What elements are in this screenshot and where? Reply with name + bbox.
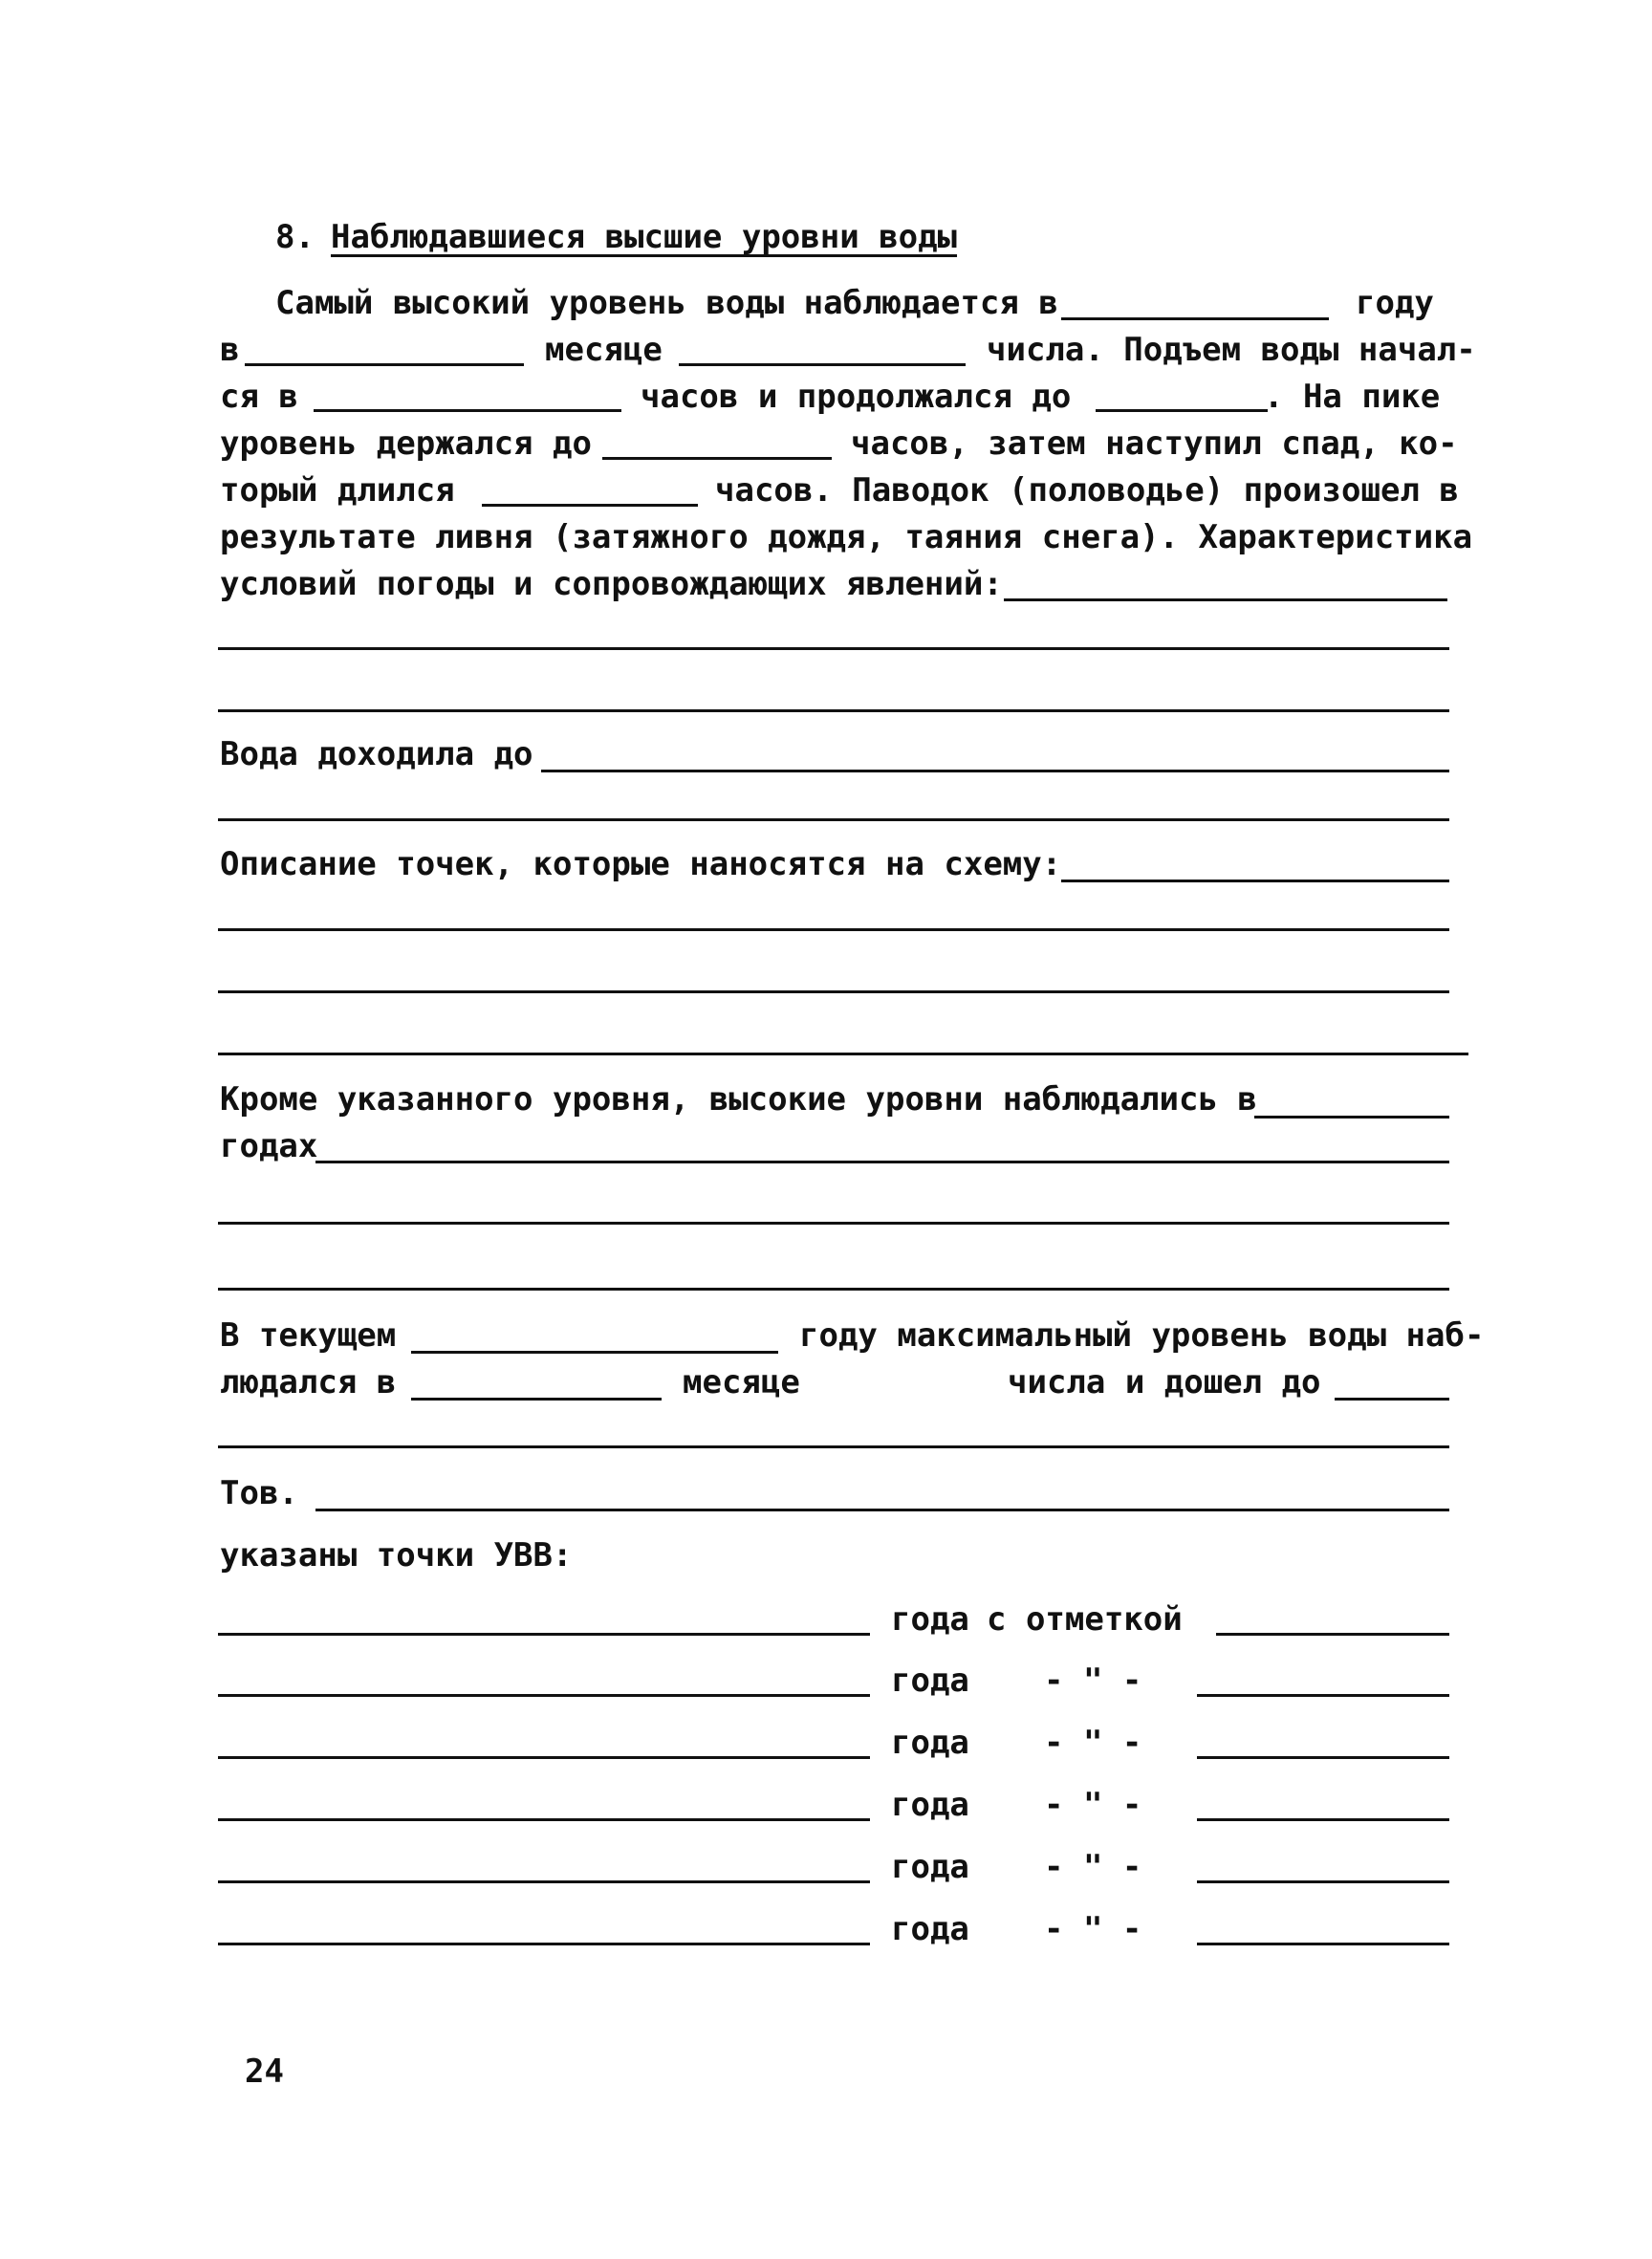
current-year-blank-2[interactable] [218,1445,1449,1448]
current-year-blank[interactable] [411,1351,778,1354]
uvv-row-4-blank[interactable] [218,1818,870,1821]
other-levels-blank-1[interactable] [1254,1116,1449,1119]
other-levels-blank-4[interactable] [218,1288,1449,1291]
decline-hours-blank[interactable] [482,504,698,507]
uvv-row-5-value[interactable] [1197,1880,1449,1883]
uvv-row-3-blank[interactable] [218,1756,870,1759]
tov-label: Тов. [220,1474,298,1512]
uvv-label: указаны точки УВВ: [220,1536,573,1575]
uvv-row-6-year: года [891,1910,969,1948]
uvv-row-5-mark: - " - [1044,1848,1142,1886]
points-desc-label: Описание точек, которые наносятся на схему: [220,845,1062,883]
para1-line7: условий погоды и сопровождающих явлений: [220,565,1003,603]
uvv-row-4-year: года [891,1786,969,1824]
other-levels-line1: Кроме указанного уровня, высокие уровни наблюдались в [220,1080,1257,1119]
uvv-row-5-year: года [891,1848,969,1886]
uvv-row-3-mark: - " - [1044,1724,1142,1762]
current-reached-blank[interactable] [1335,1398,1449,1401]
uvv-row-5-blank[interactable] [218,1880,870,1883]
para1-month-label: месяце [545,331,663,369]
weather-blank-1[interactable] [1004,598,1447,601]
current-month-label: месяце [683,1363,800,1401]
uvv-row-4-value[interactable] [1197,1818,1449,1821]
uvv-row-1-value[interactable] [1216,1633,1449,1636]
uvv-row-3-year: года [891,1724,969,1762]
other-levels-blank-3[interactable] [218,1222,1449,1225]
para1-line3-start: ся в [220,378,298,416]
water-reached-label: Вода доходила до [220,735,533,773]
current-year-line2-start: людался в [220,1363,397,1401]
para1-line1-text: Самый высокий уровень воды наблюдается в [275,284,1058,322]
tov-blank[interactable] [315,1509,1449,1511]
other-levels-blank-2[interactable] [315,1161,1449,1163]
para1-line5-start: торый длился [220,471,455,510]
water-reached-blank-2[interactable] [218,818,1449,821]
section-number: 8. [275,218,315,256]
para1-line3-end: . На пике [1264,378,1441,416]
rise-hour-blank[interactable] [314,409,621,412]
points-desc-blank-2[interactable] [218,928,1449,931]
para1-line4-end: часов, затем наступил спад, ко- [851,424,1458,463]
uvv-row-1-year: года [891,1600,969,1639]
uvv-row-2-blank[interactable] [218,1694,870,1697]
current-year-line2-end: числа и дошел до [1008,1363,1321,1401]
peak-hour-blank[interactable] [602,457,832,460]
points-desc-blank-4[interactable] [218,1053,1468,1055]
rise-until-blank[interactable] [1096,409,1268,412]
current-year-line1-start: В текущем [220,1316,397,1355]
para1-line6: результате ливня (затяжного дождя, таяния снега). Характеристика [220,518,1473,556]
section-title: Наблюдавшиеся высшие уровни воды [331,218,958,256]
uvv-row-2-value[interactable] [1197,1694,1449,1697]
points-desc-blank-3[interactable] [218,990,1449,993]
para1-line1-end: году [1356,284,1434,322]
para1-line2-end: числа. Подъем воды начал- [987,331,1476,369]
current-year-line1-end: году максимальный уровень воды наб- [799,1316,1485,1355]
day-blank[interactable] [679,363,966,366]
para1-line3-mid: часов и продолжался до [641,378,1072,416]
uvv-row-1-mark: с отметкой [987,1600,1183,1639]
uvv-row-2-mark: - " - [1044,1662,1142,1700]
uvv-row-6-value[interactable] [1197,1943,1449,1945]
other-levels-line2: годах [220,1127,318,1165]
uvv-row-6-blank[interactable] [218,1943,870,1945]
weather-blank-2[interactable] [218,647,1449,650]
water-reached-blank-1[interactable] [541,770,1449,772]
uvv-row-6-mark: - " - [1044,1910,1142,1948]
points-desc-blank-1[interactable] [1061,880,1449,882]
uvv-row-2-year: года [891,1662,969,1700]
page-number: 24 [245,2053,284,2091]
weather-blank-3[interactable] [218,709,1449,712]
year-blank[interactable] [1061,317,1329,320]
para1-line2-start: в [220,331,240,369]
uvv-row-3-value[interactable] [1197,1756,1449,1759]
month-blank[interactable] [245,363,524,366]
uvv-row-4-mark: - " - [1044,1786,1142,1824]
uvv-row-1-blank[interactable] [218,1633,870,1636]
current-month-blank[interactable] [411,1398,662,1401]
para1-line4-start: уровень держался до [220,424,592,463]
para1-line5-end: часов. Паводок (половодье) произошел в [715,471,1459,510]
